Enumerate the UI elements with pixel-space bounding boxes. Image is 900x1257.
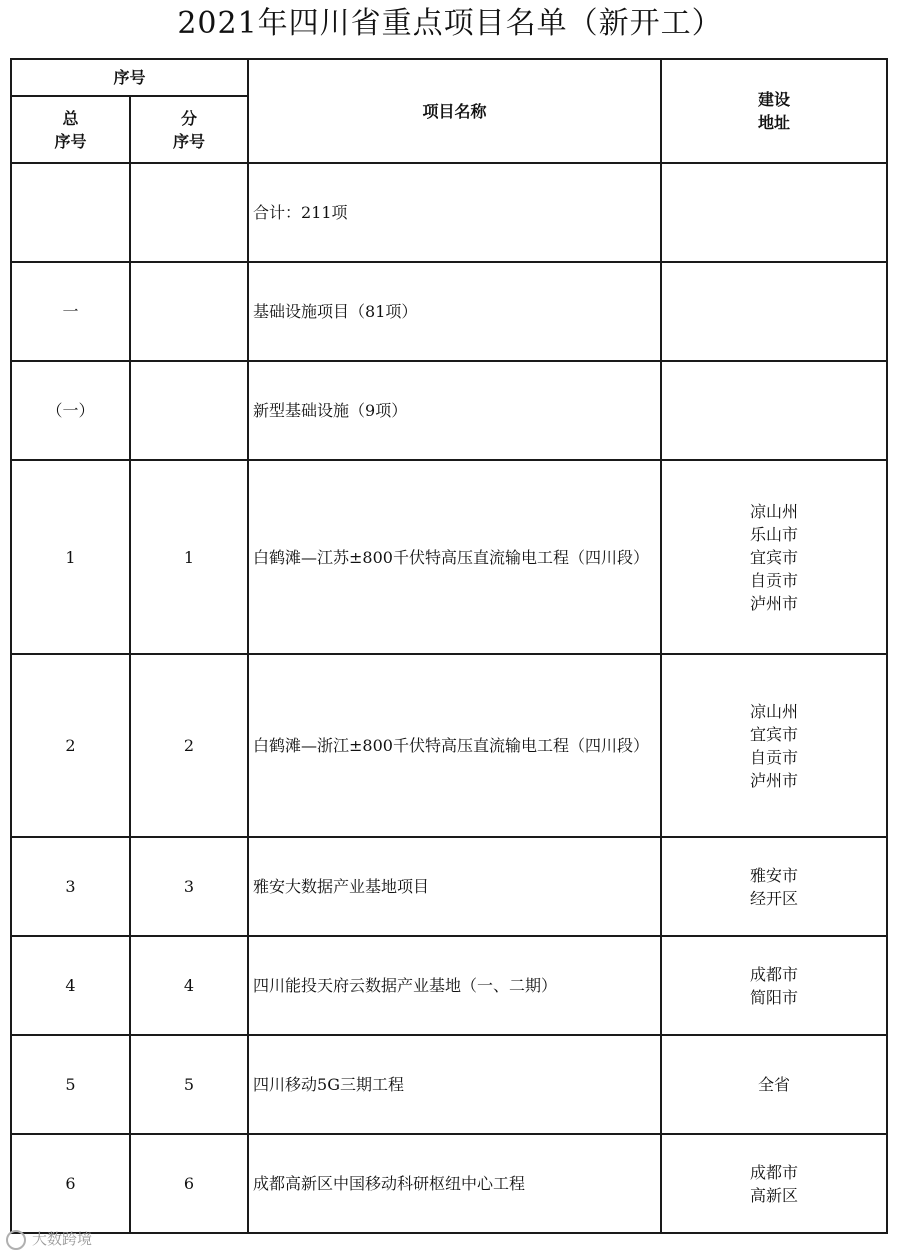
total-seq-header: 总 序号 (11, 96, 130, 163)
page-title: 2021年四川省重点项目名单（新开工） (177, 6, 723, 41)
total-seq-cell: 一 (11, 262, 130, 361)
project-table (10, 58, 888, 1234)
location-cell (661, 361, 887, 460)
sub-seq-cell (130, 262, 248, 361)
sub-seq-cell (130, 361, 248, 460)
sub-seq-cell: 3 (130, 837, 248, 936)
location-cell: 全省 (661, 1035, 887, 1134)
project-name-cell: 合计：211项 (248, 163, 661, 262)
location-cell: 成都市 简阳市 (661, 936, 887, 1035)
watermark-logo-icon (6, 1230, 26, 1250)
project-name-cell: 新型基础设施（9项） (248, 361, 661, 460)
location-cell: 成都市 高新区 (661, 1134, 887, 1233)
project-name-cell: 四川移动5G三期工程 (248, 1035, 661, 1134)
total-seq-cell: 5 (11, 1035, 130, 1134)
location-cell: 雅安市 经开区 (661, 837, 887, 936)
seq-group-header: 序号 (11, 59, 248, 96)
total-seq-cell: 2 (11, 654, 130, 837)
table-row (11, 460, 887, 654)
table-row (11, 361, 887, 460)
location-cell (661, 163, 887, 262)
sub-seq-cell: 1 (130, 460, 248, 654)
header-row-top (11, 59, 887, 96)
project-name-cell: 成都高新区中国移动科研枢纽中心工程 (248, 1134, 661, 1233)
total-seq-cell: 4 (11, 936, 130, 1035)
table-row (11, 163, 887, 262)
location-cell: 凉山州 宜宾市 自贡市 泸州市 (661, 654, 887, 837)
location-header: 建设 地址 (661, 59, 887, 163)
location-cell: 凉山州 乐山市 宜宾市 自贡市 泸州市 (661, 460, 887, 654)
table-row (11, 1134, 887, 1233)
table-row (11, 1035, 887, 1134)
sub-seq-cell: 6 (130, 1134, 248, 1233)
location-cell (661, 262, 887, 361)
project-name-cell: 白鹤滩—浙江±800千伏特高压直流输电工程（四川段） (248, 654, 661, 837)
total-seq-cell: 3 (11, 837, 130, 936)
table-row (11, 262, 887, 361)
watermark (6, 1228, 92, 1250)
project-name-header: 项目名称 (248, 59, 661, 163)
project-name-cell: 白鹤滩—江苏±800千伏特高压直流输电工程（四川段） (248, 460, 661, 654)
table-row (11, 654, 887, 837)
sub-seq-cell: 2 (130, 654, 248, 837)
total-seq-cell: 1 (11, 460, 130, 654)
sub-seq-cell (130, 163, 248, 262)
sub-seq-header: 分 序号 (130, 96, 248, 163)
total-seq-cell: 6 (11, 1134, 130, 1233)
sub-seq-cell: 4 (130, 936, 248, 1035)
total-seq-cell: （一） (11, 361, 130, 460)
sub-seq-cell: 5 (130, 1035, 248, 1134)
project-name-cell: 基础设施项目（81项） (248, 262, 661, 361)
table-row (11, 837, 887, 936)
project-name-cell: 四川能投天府云数据产业基地（一、二期） (248, 936, 661, 1035)
watermark-text: 大数跨境 (32, 1230, 93, 1248)
table-row (11, 936, 887, 1035)
project-name-cell: 雅安大数据产业基地项目 (248, 837, 661, 936)
total-seq-cell (11, 163, 130, 262)
